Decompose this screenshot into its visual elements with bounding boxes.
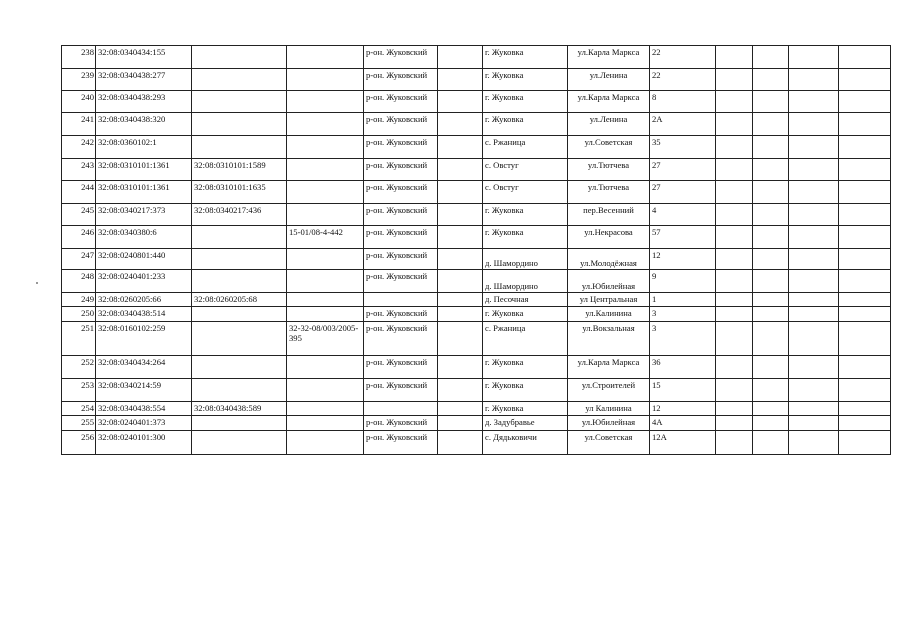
cell-registration-number xyxy=(287,379,364,402)
cell-col-empty-2 xyxy=(716,356,753,379)
cell-col-empty-4 xyxy=(789,113,839,136)
cell-col-empty-4 xyxy=(789,204,839,226)
cell-row-number: 248 xyxy=(62,270,96,293)
cell-house-number: 27 xyxy=(650,159,716,181)
table-row xyxy=(62,402,891,416)
cell-registration-number xyxy=(287,136,364,159)
cell-secondary-cadastral-number xyxy=(192,69,287,91)
cell-col-empty-2 xyxy=(716,204,753,226)
cell-street: ул.Карла Маркса xyxy=(568,356,650,379)
cell-col-empty-2 xyxy=(716,293,753,307)
cell-house-number: 36 xyxy=(650,356,716,379)
cell-col-empty-3 xyxy=(753,416,789,431)
cell-registration-number xyxy=(287,307,364,322)
cell-col-empty-2 xyxy=(716,181,753,204)
cell-cadastral-number: 32:08:0240801:440 xyxy=(96,249,192,270)
table-row xyxy=(62,113,891,136)
cell-cadastral-number: 32:08:0240401:233 xyxy=(96,270,192,293)
cell-col-empty-1 xyxy=(438,159,483,181)
cell-row-number: 239 xyxy=(62,69,96,91)
cell-secondary-cadastral-number xyxy=(192,416,287,431)
cell-col-empty-1 xyxy=(438,136,483,159)
cell-col-empty-5 xyxy=(839,226,891,249)
cell-street: ул.Тютчева xyxy=(568,159,650,181)
cell-col-empty-5 xyxy=(839,293,891,307)
cell-col-empty-4 xyxy=(789,181,839,204)
cell-house-number: 4 xyxy=(650,204,716,226)
cell-secondary-cadastral-number xyxy=(192,322,287,356)
cell-registration-number xyxy=(287,402,364,416)
cell-cadastral-number: 32:08:0240101:300 xyxy=(96,431,192,455)
cell-col-empty-2 xyxy=(716,159,753,181)
cell-col-empty-3 xyxy=(753,431,789,455)
cell-secondary-cadastral-number: 32:08:0340438:589 xyxy=(192,402,287,416)
cell-col-empty-4 xyxy=(789,91,839,113)
cell-col-empty-2 xyxy=(716,91,753,113)
cell-row-number: 250 xyxy=(62,307,96,322)
cell-registration-number xyxy=(287,91,364,113)
cell-col-empty-3 xyxy=(753,379,789,402)
cell-district: р-он. Жуковский xyxy=(364,113,438,136)
cell-settlement: г. Жуковка xyxy=(483,113,568,136)
cell-col-empty-4 xyxy=(789,379,839,402)
cell-col-empty-2 xyxy=(716,431,753,455)
cell-district: р-он. Жуковский xyxy=(364,69,438,91)
cell-col-empty-5 xyxy=(839,46,891,69)
cell-house-number: 9 xyxy=(650,270,716,293)
cell-col-empty-4 xyxy=(789,431,839,455)
cell-col-empty-5 xyxy=(839,181,891,204)
cell-col-empty-2 xyxy=(716,136,753,159)
cell-house-number: 12А xyxy=(650,431,716,455)
cell-col-empty-2 xyxy=(716,379,753,402)
cell-house-number: 1 xyxy=(650,293,716,307)
cell-col-empty-4 xyxy=(789,249,839,270)
cell-cadastral-number: 32:08:0340217:373 xyxy=(96,204,192,226)
scan-speck xyxy=(36,282,38,284)
cell-district: р-он. Жуковский xyxy=(364,136,438,159)
cell-col-empty-3 xyxy=(753,307,789,322)
cell-cadastral-number: 32:08:0310101:1361 xyxy=(96,159,192,181)
cell-settlement: г. Жуковка xyxy=(483,46,568,69)
cell-registration-number xyxy=(287,431,364,455)
cell-col-empty-5 xyxy=(839,322,891,356)
cell-col-empty-4 xyxy=(789,356,839,379)
cell-registration-number xyxy=(287,69,364,91)
cell-col-empty-5 xyxy=(839,91,891,113)
cell-col-empty-3 xyxy=(753,69,789,91)
cell-col-empty-5 xyxy=(839,270,891,293)
cell-col-empty-1 xyxy=(438,322,483,356)
cell-house-number: 12 xyxy=(650,402,716,416)
cell-col-empty-2 xyxy=(716,416,753,431)
cell-settlement: д. Шамордино xyxy=(483,249,568,270)
cell-col-empty-1 xyxy=(438,379,483,402)
cell-row-number: 243 xyxy=(62,159,96,181)
cell-district: р-он. Жуковский xyxy=(364,431,438,455)
cell-settlement: с. Ржаница xyxy=(483,136,568,159)
cell-col-empty-2 xyxy=(716,402,753,416)
cell-col-empty-1 xyxy=(438,431,483,455)
cell-col-empty-3 xyxy=(753,204,789,226)
table-row xyxy=(62,416,891,431)
cell-col-empty-4 xyxy=(789,69,839,91)
cell-secondary-cadastral-number xyxy=(192,379,287,402)
table-row xyxy=(62,181,891,204)
cell-row-number: 254 xyxy=(62,402,96,416)
cell-settlement: г. Жуковка xyxy=(483,402,568,416)
cell-col-empty-3 xyxy=(753,356,789,379)
cell-house-number: 35 xyxy=(650,136,716,159)
cell-col-empty-2 xyxy=(716,322,753,356)
cell-row-number: 252 xyxy=(62,356,96,379)
cell-row-number: 255 xyxy=(62,416,96,431)
cell-col-empty-5 xyxy=(839,402,891,416)
cell-settlement: д. Шамордино xyxy=(483,270,568,293)
cell-district: р-он. Жуковский xyxy=(364,226,438,249)
cell-col-empty-2 xyxy=(716,226,753,249)
cell-col-empty-1 xyxy=(438,113,483,136)
cell-registration-number xyxy=(287,113,364,136)
cell-settlement: с. Ржаница xyxy=(483,322,568,356)
cell-house-number: 3 xyxy=(650,307,716,322)
cell-street: ул.Молодёжная xyxy=(568,249,650,270)
cell-street: ул.Тютчева xyxy=(568,181,650,204)
cell-col-empty-5 xyxy=(839,416,891,431)
cell-col-empty-3 xyxy=(753,159,789,181)
cell-col-empty-5 xyxy=(839,159,891,181)
cell-district: р-он. Жуковский xyxy=(364,379,438,402)
cell-district: р-он. Жуковский xyxy=(364,249,438,270)
cell-col-empty-2 xyxy=(716,69,753,91)
cell-registration-number xyxy=(287,293,364,307)
cell-secondary-cadastral-number xyxy=(192,307,287,322)
cell-col-empty-5 xyxy=(839,69,891,91)
cell-col-empty-5 xyxy=(839,307,891,322)
table-row xyxy=(62,249,891,270)
table-row xyxy=(62,204,891,226)
cell-house-number: 57 xyxy=(650,226,716,249)
cell-secondary-cadastral-number: 32:08:0260205:68 xyxy=(192,293,287,307)
cell-col-empty-5 xyxy=(839,356,891,379)
cell-col-empty-2 xyxy=(716,113,753,136)
cell-col-empty-1 xyxy=(438,46,483,69)
cell-settlement: г. Жуковка xyxy=(483,307,568,322)
cell-street: ул.Советская xyxy=(568,136,650,159)
table-row xyxy=(62,322,891,356)
cell-street: ул.Вокзальная xyxy=(568,322,650,356)
cell-district: р-он. Жуковский xyxy=(364,307,438,322)
cell-street: ул Калинина xyxy=(568,402,650,416)
table-row xyxy=(62,293,891,307)
cell-secondary-cadastral-number xyxy=(192,356,287,379)
cell-street: ул.Некрасова xyxy=(568,226,650,249)
table-row xyxy=(62,307,891,322)
cell-col-empty-2 xyxy=(716,270,753,293)
cell-house-number: 2А xyxy=(650,113,716,136)
cell-street: ул.Калинина xyxy=(568,307,650,322)
cell-col-empty-3 xyxy=(753,46,789,69)
cell-street: ул.Юбилейная xyxy=(568,416,650,431)
table-row xyxy=(62,431,891,455)
cell-col-empty-5 xyxy=(839,379,891,402)
table-row xyxy=(62,46,891,69)
cell-house-number: 22 xyxy=(650,69,716,91)
cell-row-number: 238 xyxy=(62,46,96,69)
cell-col-empty-4 xyxy=(789,307,839,322)
cell-secondary-cadastral-number xyxy=(192,270,287,293)
cell-house-number: 27 xyxy=(650,181,716,204)
cell-district: р-он. Жуковский xyxy=(364,181,438,204)
cell-col-empty-3 xyxy=(753,293,789,307)
cell-col-empty-3 xyxy=(753,91,789,113)
cell-registration-number: 15-01/08-4-442 xyxy=(287,226,364,249)
cell-col-empty-3 xyxy=(753,322,789,356)
cell-district: р-он. Жуковский xyxy=(364,270,438,293)
cell-row-number: 240 xyxy=(62,91,96,113)
cell-col-empty-1 xyxy=(438,204,483,226)
cell-row-number: 253 xyxy=(62,379,96,402)
cell-cadastral-number: 32:08:0160102:259 xyxy=(96,322,192,356)
cell-col-empty-3 xyxy=(753,249,789,270)
cell-col-empty-5 xyxy=(839,136,891,159)
cell-house-number: 8 xyxy=(650,91,716,113)
cell-cadastral-number: 32:08:0340434:264 xyxy=(96,356,192,379)
cell-col-empty-4 xyxy=(789,322,839,356)
cell-settlement: с. Овстуг xyxy=(483,181,568,204)
cell-settlement: с. Дядьковичи xyxy=(483,431,568,455)
cell-cadastral-number: 32:08:0340380:6 xyxy=(96,226,192,249)
cell-district: р-он. Жуковский xyxy=(364,46,438,69)
cell-secondary-cadastral-number: 32:08:0310101:1589 xyxy=(192,159,287,181)
cell-street: ул.Ленина xyxy=(568,113,650,136)
cell-settlement: д. Песочная xyxy=(483,293,568,307)
cell-secondary-cadastral-number xyxy=(192,249,287,270)
property-table xyxy=(61,45,891,455)
cell-col-empty-1 xyxy=(438,402,483,416)
cell-district: р-он. Жуковский xyxy=(364,159,438,181)
cell-house-number: 4А xyxy=(650,416,716,431)
cell-col-empty-3 xyxy=(753,113,789,136)
cell-settlement: г. Жуковка xyxy=(483,69,568,91)
cell-col-empty-3 xyxy=(753,270,789,293)
cell-district: р-он. Жуковский xyxy=(364,204,438,226)
cell-registration-number xyxy=(287,249,364,270)
cell-col-empty-4 xyxy=(789,402,839,416)
cell-cadastral-number: 32:08:0260205:66 xyxy=(96,293,192,307)
cell-col-empty-2 xyxy=(716,307,753,322)
cell-secondary-cadastral-number xyxy=(192,431,287,455)
cell-street: пер.Весенний xyxy=(568,204,650,226)
cell-col-empty-5 xyxy=(839,431,891,455)
cell-col-empty-1 xyxy=(438,69,483,91)
cell-col-empty-4 xyxy=(789,46,839,69)
cell-col-empty-5 xyxy=(839,204,891,226)
cell-cadastral-number: 32:08:0240401:373 xyxy=(96,416,192,431)
cell-house-number: 15 xyxy=(650,379,716,402)
cell-col-empty-4 xyxy=(789,136,839,159)
table-row xyxy=(62,270,891,293)
cell-district: р-он. Жуковский xyxy=(364,356,438,379)
cell-row-number: 247 xyxy=(62,249,96,270)
cell-secondary-cadastral-number: 32:08:0310101:1635 xyxy=(192,181,287,204)
cell-settlement: г. Жуковка xyxy=(483,356,568,379)
cell-secondary-cadastral-number xyxy=(192,113,287,136)
cell-registration-number xyxy=(287,416,364,431)
cell-cadastral-number: 32:08:0340438:293 xyxy=(96,91,192,113)
cell-cadastral-number: 32:08:0340214:59 xyxy=(96,379,192,402)
cell-secondary-cadastral-number xyxy=(192,91,287,113)
cell-col-empty-4 xyxy=(789,293,839,307)
cell-registration-number xyxy=(287,46,364,69)
cell-registration-number xyxy=(287,181,364,204)
cell-registration-number xyxy=(287,356,364,379)
cell-settlement: г. Жуковка xyxy=(483,379,568,402)
cell-col-empty-5 xyxy=(839,113,891,136)
cell-col-empty-4 xyxy=(789,416,839,431)
cell-cadastral-number: 32:08:0340438:554 xyxy=(96,402,192,416)
cell-street: ул.Юбилейная xyxy=(568,270,650,293)
cell-cadastral-number: 32:08:0340438:277 xyxy=(96,69,192,91)
cell-registration-number xyxy=(287,270,364,293)
cell-col-empty-2 xyxy=(716,249,753,270)
cell-col-empty-1 xyxy=(438,249,483,270)
cell-settlement: с. Овстуг xyxy=(483,159,568,181)
cell-settlement: д. Задубравье xyxy=(483,416,568,431)
cell-settlement: г. Жуковка xyxy=(483,91,568,113)
cell-col-empty-3 xyxy=(753,181,789,204)
table-row xyxy=(62,91,891,113)
cell-row-number: 241 xyxy=(62,113,96,136)
cell-street: ул.Карла Маркса xyxy=(568,46,650,69)
cell-street: ул.Ленина xyxy=(568,69,650,91)
cell-row-number: 251 xyxy=(62,322,96,356)
table-row xyxy=(62,226,891,249)
table-row xyxy=(62,69,891,91)
cell-cadastral-number: 32:08:0340438:514 xyxy=(96,307,192,322)
cell-row-number: 256 xyxy=(62,431,96,455)
cell-settlement: г. Жуковка xyxy=(483,226,568,249)
cell-registration-number xyxy=(287,159,364,181)
cell-row-number: 246 xyxy=(62,226,96,249)
cell-col-empty-3 xyxy=(753,136,789,159)
cell-cadastral-number: 32:08:0310101:1361 xyxy=(96,181,192,204)
cell-col-empty-3 xyxy=(753,402,789,416)
cell-house-number: 22 xyxy=(650,46,716,69)
table-row xyxy=(62,379,891,402)
table-row xyxy=(62,136,891,159)
cell-col-empty-3 xyxy=(753,226,789,249)
cell-secondary-cadastral-number xyxy=(192,226,287,249)
cell-col-empty-1 xyxy=(438,91,483,113)
cell-col-empty-4 xyxy=(789,226,839,249)
cell-cadastral-number: 32:08:0360102:1 xyxy=(96,136,192,159)
cell-street: ул.Строителей xyxy=(568,379,650,402)
cell-col-empty-1 xyxy=(438,181,483,204)
cell-house-number: 3 xyxy=(650,322,716,356)
cell-col-empty-1 xyxy=(438,270,483,293)
cell-district xyxy=(364,293,438,307)
cell-secondary-cadastral-number xyxy=(192,136,287,159)
cell-street: ул.Советская xyxy=(568,431,650,455)
cell-street: ул.Карла Маркса xyxy=(568,91,650,113)
cell-district: р-он. Жуковский xyxy=(364,416,438,431)
cell-col-empty-1 xyxy=(438,356,483,379)
cell-row-number: 245 xyxy=(62,204,96,226)
cell-row-number: 242 xyxy=(62,136,96,159)
cell-col-empty-1 xyxy=(438,307,483,322)
cell-registration-number: 32-32-08/003/2005-395 xyxy=(287,322,364,356)
cell-col-empty-1 xyxy=(438,293,483,307)
cell-col-empty-1 xyxy=(438,226,483,249)
cell-district: р-он. Жуковский xyxy=(364,91,438,113)
cell-settlement: г. Жуковка xyxy=(483,204,568,226)
cell-col-empty-4 xyxy=(789,159,839,181)
cell-row-number: 244 xyxy=(62,181,96,204)
cell-col-empty-1 xyxy=(438,416,483,431)
table-row xyxy=(62,356,891,379)
cell-col-empty-5 xyxy=(839,249,891,270)
cell-cadastral-number: 32:08:0340438:320 xyxy=(96,113,192,136)
cell-street: ул Центральная xyxy=(568,293,650,307)
cell-col-empty-4 xyxy=(789,270,839,293)
cell-district xyxy=(364,402,438,416)
cell-district: р-он. Жуковский xyxy=(364,322,438,356)
cell-secondary-cadastral-number xyxy=(192,46,287,69)
cell-secondary-cadastral-number: 32:08:0340217:436 xyxy=(192,204,287,226)
cell-cadastral-number: 32:08:0340434:155 xyxy=(96,46,192,69)
table-row xyxy=(62,159,891,181)
cell-house-number: 12 xyxy=(650,249,716,270)
cell-registration-number xyxy=(287,204,364,226)
table-body xyxy=(62,46,891,455)
cell-row-number: 249 xyxy=(62,293,96,307)
cell-col-empty-2 xyxy=(716,46,753,69)
